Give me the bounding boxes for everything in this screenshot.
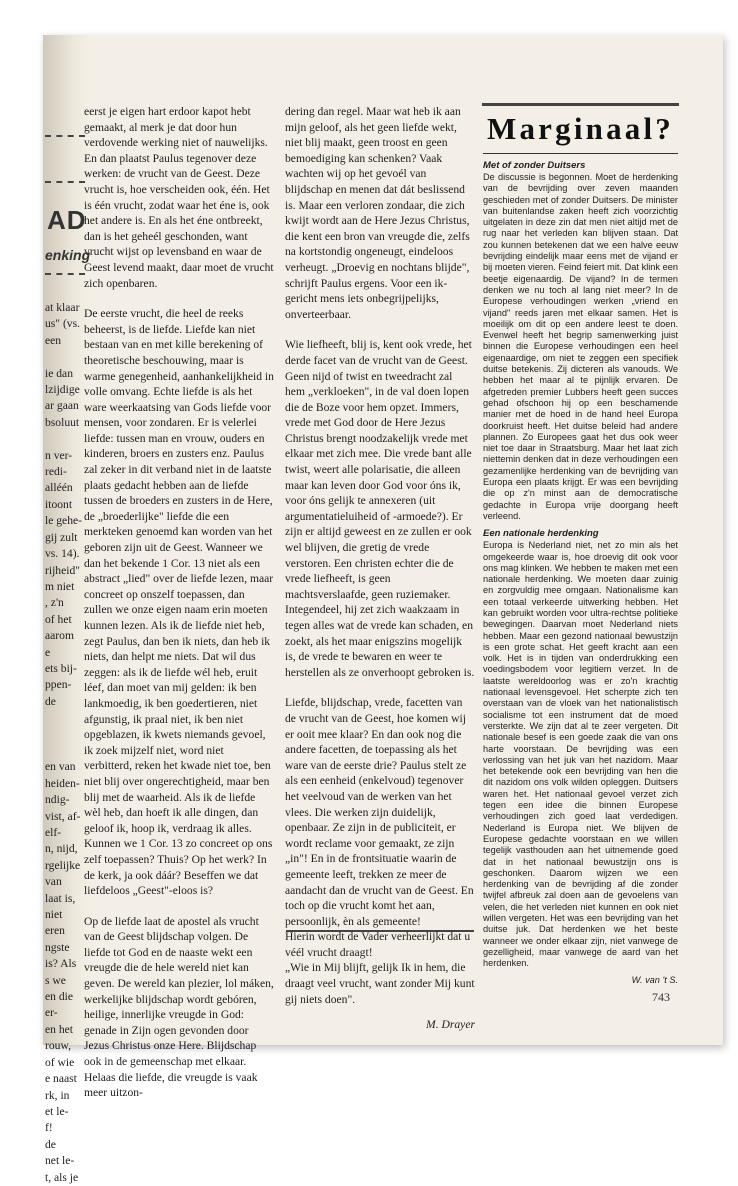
article-paragraph: De eerste vrucht, die heel de reeks beheerst, is de liefde. Liefde kan niet bestaan van en met kille berekening of theoretische beschouwing, maar is warme genegenheid, aanhankelijkheid in volle omvang. Echte liefde is als het ware weerkaatsing van Gods liefde voor mensen, voor zondaren. Er is velerlei liefde: tussen man en vrouw, ouders en kinderen, broers en zusters enz. Paulus zal zeker in dit verband niet in de laatste plaats gedacht hebben aan de liefde tussen de broeders en zusters in de Here, de „broederlijke" liefde die een merkteken genoemd kan worden van het geboren zijn uit de Geest. Wanneer we dan het bekende 1 Cor. 13 niet als een abstract „lied" over de liefde lezen, maar concreet op onszelf toepassen, dan zullen we onze eigen naam erin moeten kunnen lezen. Als ik de liefde niet heb, zegt Paulus, dan ben ik niets, dan heb ik niets, dan helpt me niets. Dat wil dus zeggen: als ik de liefde wél heb, eruit léef, dan moet van mij gelden: ik ben lankmoedig, ik ben goedertieren, niet afgunstig, ik praal niet, ik ben niet opgeblazen, ik kwets niemands gevoel, ik zoek mijzelf niet, word niet verbitterd, reken het kwade niet toe, ben niet blij over ongerechtigheid, maar ben blij met de waarheid. Als ik de liefde wèl heb, dan hoeft ik alle dingen, dan geloof ik, hoop ik, verdraag ik alles. Kunnen we 1 Cor. 13 zo concreet op ons zelf toepassen? Thuis? Op het werk? In de kerk, ja ook dáár? Beseffen we dat liefdeloos „Geest"-eloos is? xyxy=(84,307,274,898)
previous-text-fragments xyxy=(45,300,87,1186)
previous-text-line: net le- xyxy=(45,1154,75,1168)
previous-subheading: enking xyxy=(45,247,91,263)
previous-text-line: at klaar xyxy=(45,301,80,314)
section-heading: Met of zonder Duitsers xyxy=(483,160,586,171)
previous-text-line: n, nijd, xyxy=(45,842,78,856)
previous-text-line: t, als je xyxy=(45,1170,79,1184)
previous-text-line: m niet xyxy=(45,579,75,593)
previous-text-line xyxy=(45,431,87,447)
article-paragraph: Wie liefheeft, blij is, kent ook vrede, het derde facet van de vrucht van de Geest. Geen nijd of twist en tweedracht zal hem „verkloeken", in de val doen lopen die de Boze voor hem opzet. Immers, vrede met God door de Here Jezus Christus brengt noodzakelijk vrede met elkaar met zich mee. Die vrede bant alle twist, weert alle polarisatie, die alleen maar kan leven door God voor óns ik, voor óns gelijk te annexeren (uit argumentatieluiheid of -armoede?). Er zijn er altijd geweest en ze zullen er ook wel blijven, die gretig de vrede verstoren. Een christen echter die de vrede liefheeft, is geen machtsverslaafde, geen ruziemaker. Integendeel, hij zet zich waakzaam in tegen alles wat de vrede kan schaden, en zoekt, als het maar enigszins mogelijk is, de vrede te bewaren en weer te herstellen als ze onverhoopt gebroken is. xyxy=(285,338,475,679)
previous-text-line xyxy=(45,710,87,726)
column-end-rule xyxy=(286,930,474,932)
article-column-2 xyxy=(285,104,475,1033)
previous-text-line: en van xyxy=(45,760,76,774)
previous-text-line: s we xyxy=(45,973,66,987)
previous-text-line: ndig- xyxy=(45,793,70,807)
previous-text-line xyxy=(45,727,87,743)
previous-text-line: de xyxy=(45,1137,56,1151)
previous-text-line: e xyxy=(45,645,51,659)
previous-text-line: vist, af- xyxy=(45,809,81,823)
article-signature: M. Drayer xyxy=(426,1018,475,1032)
section-text: De discussie is begonnen. Moet de herdenking van de bevrijding over zeven maanden geschieden met of zonder Duitsers. De minister van buitenlandse zaken heeft zich voorzichtig uitgelaten in deze zin dat men niet altijd met de rug naar het verleden kan blijven staan. Dat zou kunnen betekenen dat we een halve eeuw bevrijding eindelijk maar eens met de vijand er bij moeten vieren. Feind feiert mit. Dat klink een beetje eigenaardig. De vijand? In de termen denken we nu toch al lang niet meer? In de Europese verhoudingen werken „vriend en vijand" reeds jaren met elkaar samen. Het is moeilijk om dit op een andere leest te doen. Evenwel heeft het begrip samenwerking juist binnen die Europese verhoudingen een heel eigenaardige, om niet te zeggen een specifiek duitse betekenis. Zij dicteren als vanouds. We hebben het maar al te pijnlijk ervaren. De afgetreden premier Lubbers heeft geen succes gehad ofschoon hij op een beschamende manier met de hoed in de hand heel Europa doorkruist heeft. Het duitse beleid had andere plannen. Zo Europees gaat het dus ook weer niet toe daar in Straatsburg. Maar het laat zich niettemin denken dat in deze verhoudingen een gezamenlijke herdenking van de bevrijding van Europa een plaats krijgt. Er was een bevrijding die op z'n minst aan de democratische gedachte in Europa vrije doorgang heeft verleend. xyxy=(483,172,678,521)
previous-text-line: rk, in xyxy=(45,1088,70,1102)
marginaal-title: Marginaal? xyxy=(487,111,674,146)
previous-text-line: vs. 14). xyxy=(45,547,80,561)
previous-text-line: e naast xyxy=(45,1072,77,1086)
previous-text-line: ar gaan xyxy=(45,399,79,413)
article-paragraph: Hierin wordt de Vader verheerlijkt dat u véél vrucht draagt! xyxy=(285,930,471,959)
box-signature: W. van 't S. xyxy=(631,975,678,986)
article-paragraph: „Wie in Mij blijft, gelijk Ik in hem, die draagt veel vrucht, want zonder Mij kunt gij niets doen". xyxy=(285,961,475,1006)
previous-text-line: lzijdige xyxy=(45,383,80,397)
previous-text-line: de xyxy=(45,694,56,708)
previous-text-line: n ver- xyxy=(45,448,73,462)
previous-text-line xyxy=(45,743,87,759)
article-column-1 xyxy=(84,104,274,1116)
previous-text-line: en die xyxy=(45,990,74,1004)
previous-text-line: aarom xyxy=(45,629,74,643)
previous-text-line: of het xyxy=(45,612,72,626)
previous-page-edge xyxy=(43,95,91,1184)
previous-text-line: le gehe- xyxy=(45,514,83,528)
previous-text-line xyxy=(45,349,87,365)
previous-text-line: bsoluut xyxy=(45,415,80,429)
section-heading: Een nationale herdenking xyxy=(483,528,599,540)
previous-text-line: van xyxy=(45,875,62,889)
previous-text-line: en het xyxy=(45,1022,74,1036)
section-text: Europa is Nederland niet, net zo min als het omgekeerde waar is, hoe droevig dit ook voor ons mag klinken. We hebben te maken met een nationale herdenking. We moeten daar zuinig en zorgvuldig mee omgaan. Nationalisme kan een totaal verkeerde uitwerking hebben. Het kan gebruikt worden voor ultra-rechtse politieke bewegingen. Daarvan moet Nederland niets hebben. Maar een gezond nationaal bewustzijn is een grote schat. Het geeft kracht aan een volk. Het is in tijden van onderdrukking een voedingsbodem voor legitiem verzet. In de laatste wereldoorlog was er zo'n krachtig nationaal levensgevoel. Het scherpte zich ten overstaan van de vloek van het nationalistisch socialisme tot een instrument dat de moed versterkte. We zijn dat al te zeer vergeten. Dit nationale besef is een goede zaak die van ons harte voorstaan. De bevrijding was een verlossing van het juk van het nazidom. Maar het betekende ook een bevrijding van hen die dit nazidom ons volk wilden opleggen. Duitsers waren het. Het nationaal gevoel verzet zich tegen een idee die binnen Europese verhoudingen zich goed laat verdedigen. Nederland is Europa niet. We blijven de Europese gedachte voorstaan en we willen tegelijk vasthouden aan het uitnemende goed dat in het nationaal bewustzijn ons is geschonken. Daarom wijzen we een herdenking van de bevrijding af die zonder twijfel afbreuk zal doen aan de gevoelens van velen, die het verleden niet kunnen en ook niet willen vergeten. Het was een bevrijding van het duitse juk. Dat herdenken we het beste wanneer we onder elkaar zijn, niet vanwege de gezelligheid, maar vanwege de aard van het herdenken. xyxy=(483,540,678,969)
previous-text-line: heiden- xyxy=(45,776,80,790)
article-paragraph: eerst je eigen hart erdoor kapot hebt gemaakt, al merk je dat door hun verdovende werking niet of nauwelijks. En dan plaatst Paulus tegenover deze werken: de vrucht van de Geest. Deze vrucht is, hoe verscheiden ook, één. Het is één vrucht, zodat waar het éne is, ook het andere is. En als het éne ontbreekt, dan is het geheél geschonden, want vrucht wijst op levensband en waar de Geest levend maakt, daar moet de vrucht zich openbaren. xyxy=(84,105,274,290)
article-paragraph: Liefde, blijdschap, vrede, facetten van de vrucht van de Geest, hoe komen wij er ooit mee klaar? En dan ook nog die andere facetten, de toepassing als het ware van de eerste drie? Paulus stelt ze als een eenheid (enkelvoud) tegenover het veelvoud van de werken van het vlees. Die werken zijn duidelijk, openbaar. Ze zijn in de publiciteit, er wordt reclame voor gemaakt, ze zijn „in"! En in de frontsituatie waarin de gemeente leeft, trekken ze meer de aandacht dan de vrucht van de Geest. En toch op die vrucht komt het aan, persoonlijk, èn als gemeente! xyxy=(285,696,474,928)
previous-text-line: , z'n xyxy=(45,596,64,610)
previous-text-line: of wie xyxy=(45,1055,75,1069)
previous-text-line: et le- xyxy=(45,1104,69,1118)
previous-text-line: rouw, xyxy=(45,1039,71,1053)
previous-text-line: ie dan xyxy=(45,366,74,380)
page-number: 743 xyxy=(652,990,670,1004)
previous-text-line: niet xyxy=(45,908,63,922)
article-paragraph: dering dan regel. Maar wat heb ik aan mijn geloof, als het geen liefde wekt, niet blij maakt, geen troost en geen bemoediging kan schenken? Vaak wachten wij op het gevoél van blijdschap en menen dat dát beslissend is. Maar een verloren zondaar, die zich kwijt wordt aan de Here Jezus Christus, die kent een bron van vreugde die, zelfs na kortstondig ongeneugt, eindeloos verheugt. „Droevig en nochtans blijde", schrijft Paulus ergens. Voor een ik-gericht mens iets onbegrijpelijks, onverteerbaar. xyxy=(285,105,470,321)
previous-text-line: eren xyxy=(45,924,65,938)
marginaal-box xyxy=(483,105,678,986)
previous-text-line: us" (vs. xyxy=(45,317,81,331)
previous-text-line: ppen- xyxy=(45,678,72,692)
previous-text-line: ets bij- xyxy=(45,661,77,675)
previous-text-line: gij zult xyxy=(45,530,78,544)
previous-text-line: f! xyxy=(45,1121,53,1135)
previous-text-line: alléén xyxy=(45,481,73,495)
article-paragraph: Op de liefde laat de apostel als vrucht van de Geest blijdschap volgen. De liefde tot God en de naaste wekt een vreugde die de hele wereld niet kan geven. De wereld kan plezier, lol máken, werkelijke blijdschap wordt gebóren, heilige, innerlijke vreugde in God: genade in Zijn ogen gevonden door Jezus Christus onze Here. Blijdschap ook in de gemeenschap met elkaar. Helaas die liefde, die vreugde is vaak meer uitzon- xyxy=(84,914,274,1100)
previous-text-line: itoont xyxy=(45,497,73,511)
previous-text-line: ngste xyxy=(45,940,70,954)
previous-text-line: er- xyxy=(45,1006,58,1020)
box-divider xyxy=(483,153,678,154)
dashed-rule xyxy=(45,181,85,183)
dashed-rule xyxy=(45,135,85,137)
previous-text-line: een xyxy=(45,333,62,347)
previous-text-line: laat is, xyxy=(45,891,76,905)
previous-text-line: rgelijke xyxy=(45,858,81,872)
dashed-rule xyxy=(45,273,85,275)
previous-text-line: is? Als xyxy=(45,957,77,971)
previous-text-line: elf- xyxy=(45,826,62,839)
previous-heading: AD xyxy=(47,205,87,235)
previous-text-line: redi- xyxy=(45,465,67,479)
previous-text-line: rijheid" xyxy=(45,563,80,577)
